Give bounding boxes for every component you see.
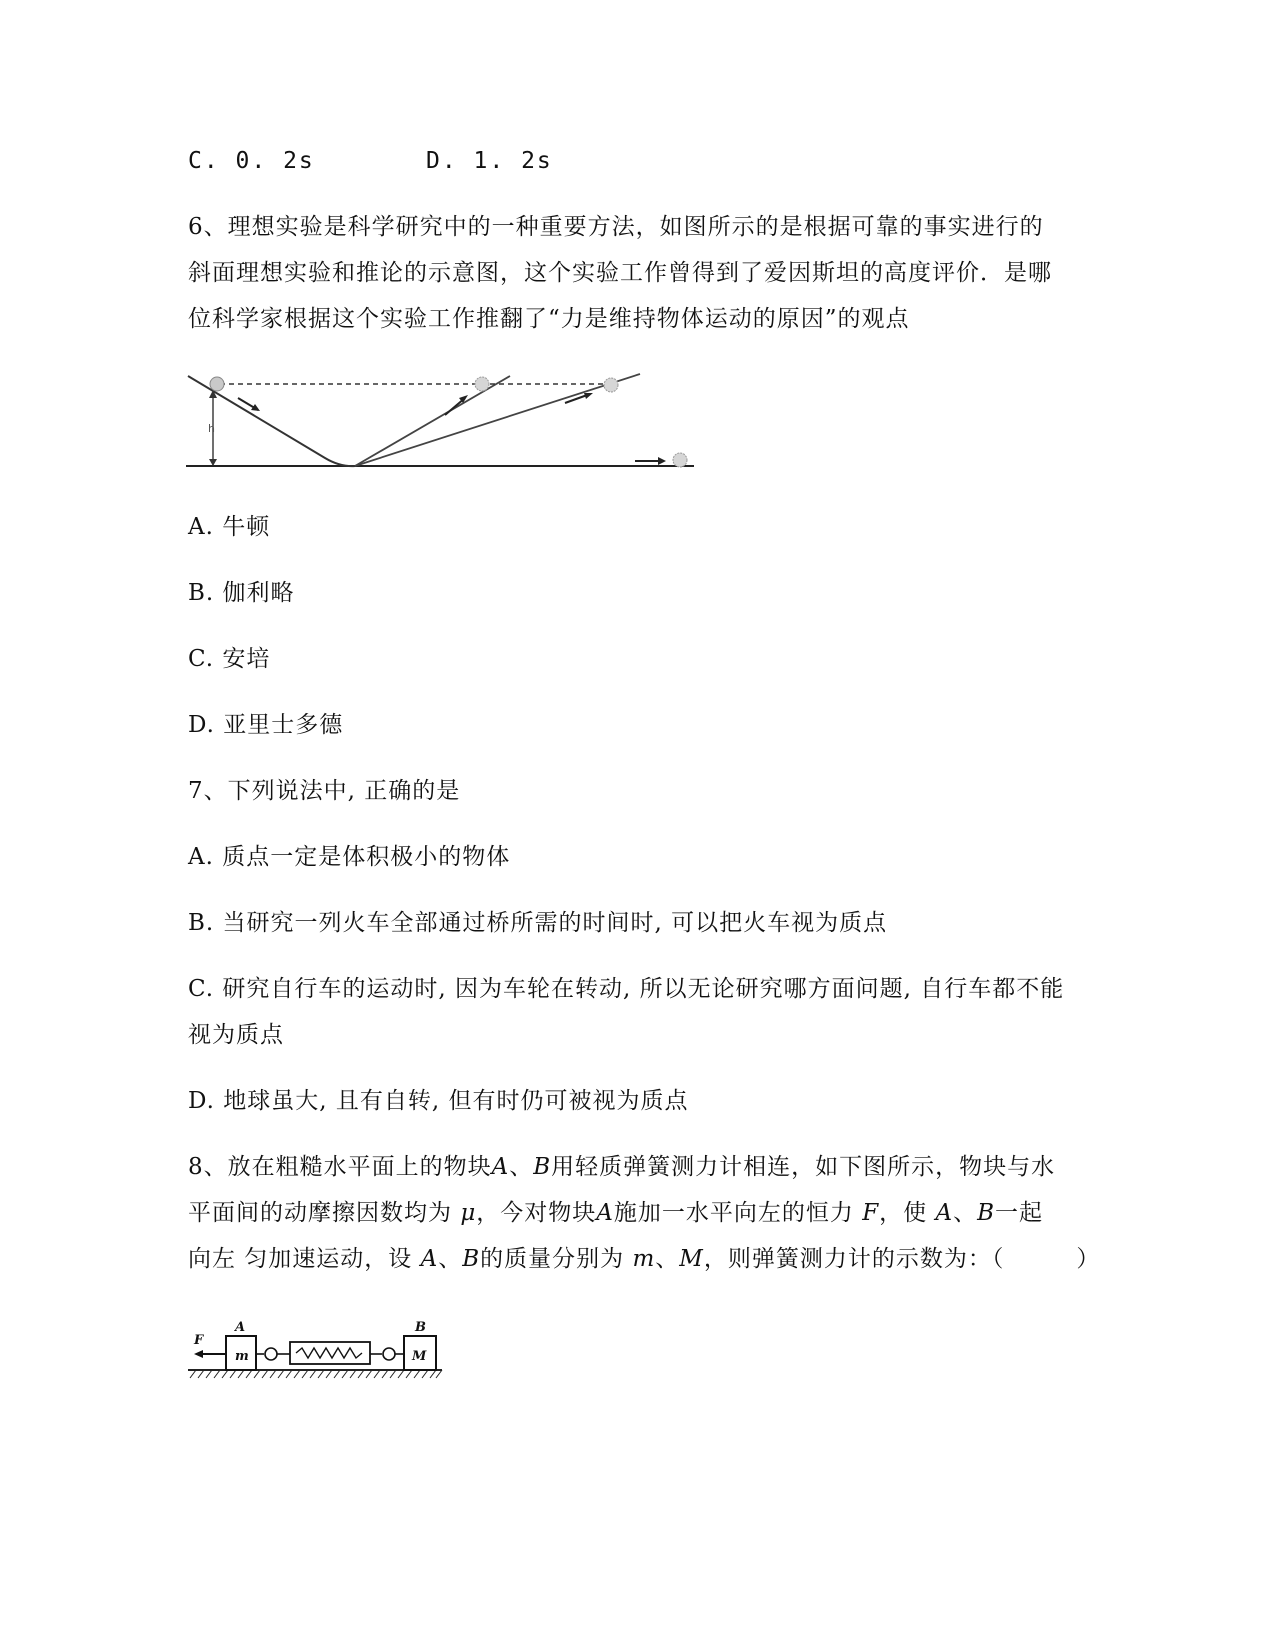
q7-option-c-line-2: 视为质点	[188, 1022, 284, 1048]
height-label: h	[208, 422, 215, 435]
q8-stem-line-1: 8、放在粗糙水平面上的物块A、B用轻质弹簧测力计相连，如下图所示，物块与水	[188, 1154, 1056, 1180]
q6-stem-line-1: 6、理想实验是科学研究中的一种重要方法，如图所示的是根据可靠的事实进行的	[188, 214, 1044, 240]
q6-stem-line-2: 斜面理想实验和推论的示意图，这个实验工作曾得到了爱因斯坦的高度评价．是哪	[188, 260, 1052, 286]
q6-option-c: C. 安培	[188, 646, 271, 672]
ball-floor	[673, 453, 687, 467]
block-b-label: B	[415, 1320, 426, 1335]
ball-steep	[475, 377, 489, 391]
option-d-prev: D. 1. 2s	[426, 148, 553, 174]
q7-option-b: B. 当研究一列火车全部通过桥所需的时间时, 可以把火车视为质点	[188, 910, 888, 936]
force-label: F	[194, 1333, 204, 1348]
option-c-prev: C. 0. 2s	[188, 148, 315, 174]
q6-stem-line-3: 位科学家根据这个实验工作推翻了“力是维持物体运动的原因”的观点	[188, 306, 910, 332]
q6-option-a: A. 牛顿	[188, 514, 271, 540]
block-a-label: A	[235, 1320, 246, 1335]
spring-scale	[290, 1342, 370, 1364]
q8-stem-line-2: 平面间的动摩擦因数均为 μ，今对物块A施加一水平向左的恒力 F，使 A、B一起	[188, 1200, 1044, 1226]
block-a-mass: m	[235, 1349, 249, 1364]
q8-stem-line-3: 向左 匀加速运动，设 A、B的质量分别为 m、M，则弹簧测力计的示数为：（ ）	[188, 1246, 1101, 1272]
spring-blocks-figure	[186, 1318, 448, 1390]
q7-option-c-line-1: C. 研究自行车的运动时, 因为车轮在转动, 所以无论研究哪方面问题, 自行车都不能	[188, 976, 1065, 1002]
incline-experiment-figure	[180, 368, 740, 480]
q7-stem: 7、下列说法中, 正确的是	[188, 778, 461, 804]
q7-option-a: A. 质点一定是体积极小的物体	[188, 844, 511, 870]
q6-option-b: B. 伽利略	[188, 580, 295, 606]
q6-option-d: D. 亚里士多德	[188, 712, 344, 738]
q7-option-d: D. 地球虽大, 且有自转, 但有时仍可被视为质点	[188, 1088, 689, 1114]
ball-start	[210, 377, 224, 391]
block-b-mass: M	[412, 1349, 427, 1364]
ball-gentle	[604, 378, 618, 392]
